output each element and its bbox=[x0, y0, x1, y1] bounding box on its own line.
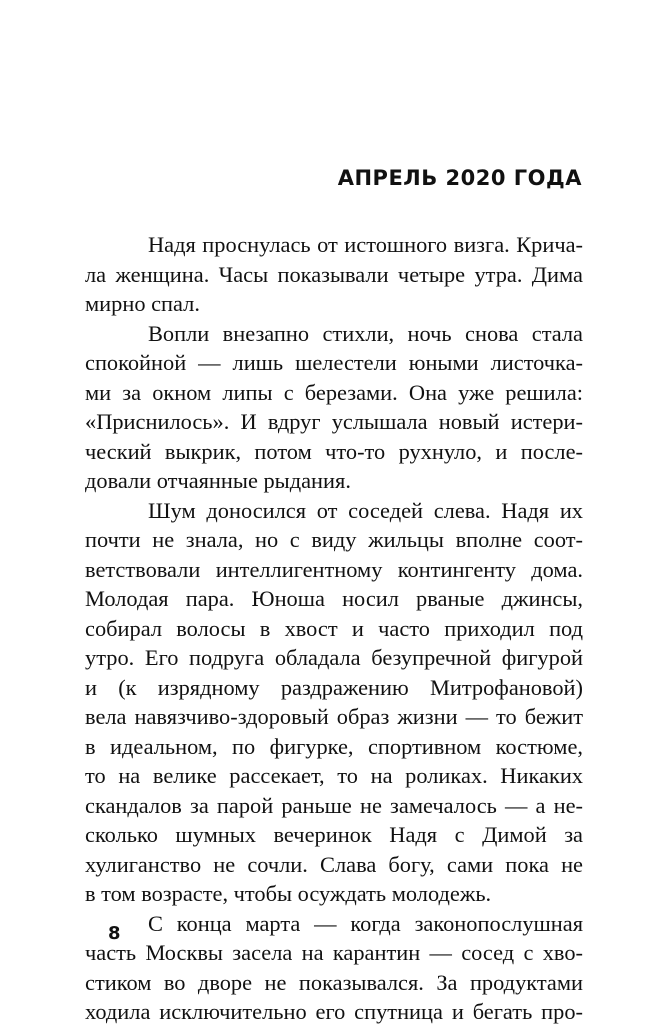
paragraph-3 bbox=[85, 496, 583, 909]
text-line: ходила исключительно его спутница и бегать про- bbox=[85, 999, 583, 1024]
text-line: «Приснилось». И вдруг услышала новый истери- bbox=[85, 409, 583, 434]
text-line: спокойной — лишь шелестели юными листочка- bbox=[85, 350, 583, 375]
text-line: довали отчаянные рыдания. bbox=[85, 468, 351, 493]
paragraph-1 bbox=[85, 230, 583, 319]
text-line: в идеальном, по фигурке, спортивном костюме, bbox=[85, 733, 583, 759]
text-line: часть Москвы засела на карантин — сосед с хво- bbox=[85, 940, 583, 965]
text-line: почти не знала, но с виду жильцы вполне соот- bbox=[85, 527, 583, 552]
text-line: ческий выкрик, потом что-то рухнуло, и после- bbox=[85, 438, 583, 464]
text-line: то на велике рассекает, то на роликах. Никаких bbox=[85, 763, 583, 788]
text-line: утро. Его подруга обладала безупречной фигурой bbox=[85, 645, 583, 670]
text-line: хулиганство не сочли. Слава богу, сами пока не bbox=[85, 851, 583, 877]
paragraph-4 bbox=[85, 909, 583, 1027]
text-line: Вопли внезапно стихли, ночь снова стала bbox=[148, 320, 583, 346]
text-line: ветствовали интеллигентному контингенту дома. bbox=[85, 556, 583, 582]
page-number: 8 bbox=[108, 923, 121, 944]
text-line: в том возрасте, чтобы осуждать молодежь. bbox=[85, 881, 492, 906]
text-line: Шум доносился от соседей слева. Надя их bbox=[148, 497, 583, 523]
text-line: Надя проснулась от истошного визга. Крича- bbox=[148, 232, 583, 257]
text-line: Молодая пара. Юноша носил рваные джинсы, bbox=[85, 586, 583, 611]
text-line: мирно спал. bbox=[85, 291, 200, 316]
paragraph-2 bbox=[85, 319, 583, 496]
text-line: стиком во дворе не показывался. За продуктами bbox=[85, 969, 583, 995]
text-line: ми за окном липы с березами. Она уже решила: bbox=[85, 379, 583, 405]
text-line: скандалов за парой раньше не замечалось — а не- bbox=[85, 792, 583, 818]
text-line: ла женщина. Часы показывали четыре утра. Дима bbox=[85, 261, 583, 287]
text-line: вела навязчиво-здоровый образ жизни — то бежит bbox=[85, 704, 583, 729]
text-line: С конца марта — когда законопослушная bbox=[148, 910, 583, 936]
body-text bbox=[85, 230, 583, 1027]
text-line: и (к изрядному раздражению Митрофановой) bbox=[85, 674, 583, 700]
text-line: собирал волосы в хвост и часто приходил под bbox=[85, 615, 583, 641]
text-line: сколько шумных вечеринок Надя с Димой за bbox=[85, 822, 583, 847]
chapter-title: АПРЕЛЬ 2020 ГОДА bbox=[337, 166, 582, 190]
